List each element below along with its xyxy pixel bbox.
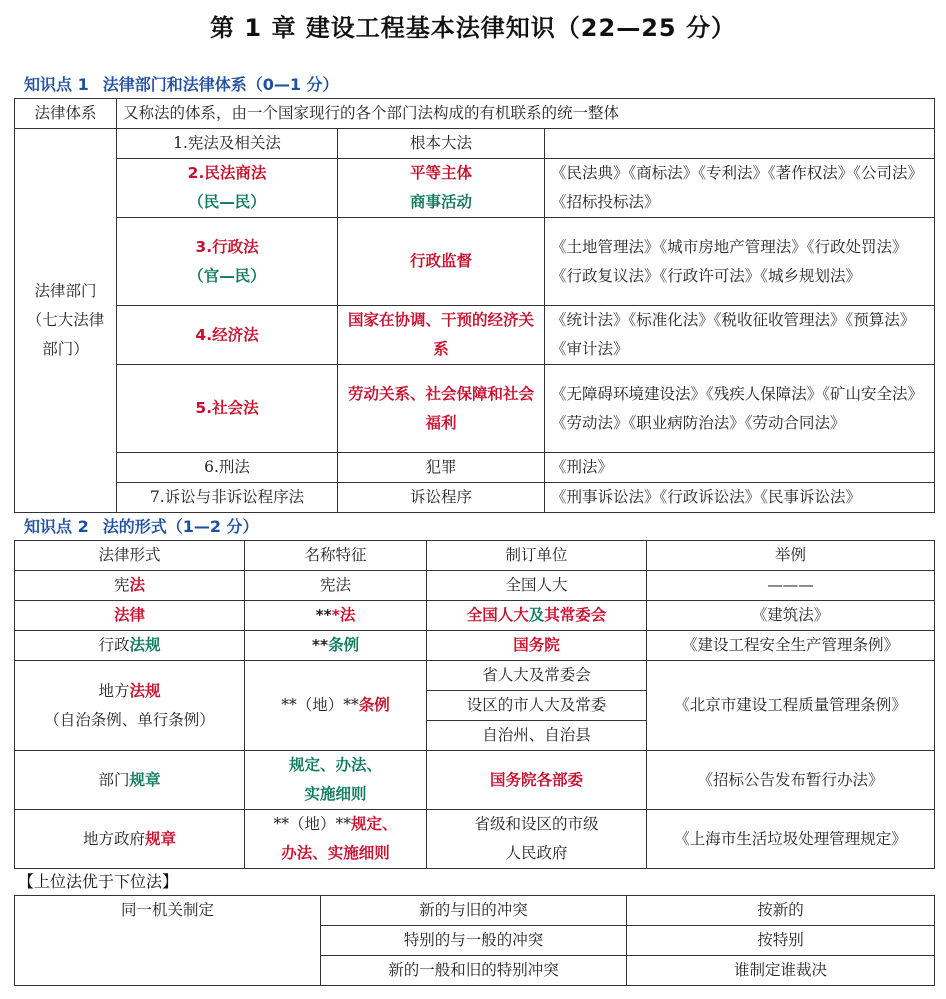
cell-feature: 劳动关系、社会保障和社会福利	[338, 365, 545, 453]
cell-name	[245, 751, 427, 810]
cell-name: 宪法	[245, 571, 427, 601]
name-stars: **	[311, 636, 329, 654]
cell-unit: 国务院	[427, 631, 647, 661]
cell-examples: 《无障碍环境建设法》《残疾人保障法》《矿山安全法》《劳动法》《职业病防治法》《劳动合同法》	[545, 365, 935, 453]
form-text: 行政	[98, 636, 130, 654]
cell-name: 5.社会法	[117, 365, 338, 453]
cell-form	[15, 571, 245, 601]
feature-sub: 商事活动	[409, 193, 472, 211]
table-row	[15, 159, 935, 218]
table-row	[15, 661, 935, 691]
name-sub: （官—民）	[188, 266, 266, 285]
cell-name: 6.刑法	[117, 453, 338, 483]
cell-rule: 按特别	[627, 926, 935, 956]
table-row	[15, 453, 935, 483]
upper-law-note: 【上位法优于下位法】	[18, 872, 179, 891]
form-text: 部门	[98, 770, 130, 789]
form-text: 地方	[98, 681, 130, 700]
section-title: 法的形式（1—2 分）	[102, 517, 259, 536]
section-number: 知识点 1	[24, 75, 89, 94]
feature-text: 平等主体	[409, 164, 472, 182]
name-line-b: 办法、实施细则	[281, 844, 390, 862]
unit-c: 其	[544, 606, 560, 624]
cell-example: 《建筑法》	[647, 601, 935, 631]
cell-example: 《招标公告发布暂行办法》	[647, 751, 935, 810]
unit-d: 常委会	[559, 606, 607, 624]
name-highlight: 条例	[358, 696, 390, 714]
name-text: 2.民法商法	[187, 164, 267, 182]
form-highlight: 规章	[129, 770, 161, 789]
cell-label: 法律体系	[15, 99, 117, 129]
name-stars: **（地）**	[273, 815, 351, 833]
table-row	[15, 129, 935, 159]
cell-name: 7.诉讼与非诉讼程序法	[117, 483, 338, 513]
table-row	[15, 751, 935, 810]
cell-examples: 《刑法》	[545, 453, 935, 483]
cell-examples	[545, 129, 935, 159]
table-header-row	[15, 541, 935, 571]
cell-unit	[427, 810, 647, 869]
section-heading-k2	[24, 514, 259, 537]
cell-dept-label	[15, 129, 117, 513]
cell-unit	[427, 601, 647, 631]
form-highlight: 法规	[129, 681, 161, 700]
cell-name	[245, 601, 427, 631]
name-line-b: 实施细则	[304, 785, 367, 803]
form-text: 地方政府	[82, 829, 145, 848]
law-department-table	[14, 98, 935, 513]
cell-unit: 设区的市人大及常委	[427, 691, 647, 721]
unit-b: 及	[528, 606, 545, 624]
page-title: 第 1 章 建设工程基本法律知识（22—25 分）	[210, 14, 736, 42]
header-name: 名称特征	[245, 541, 427, 571]
table-row	[15, 601, 935, 631]
name-text: 3.行政法	[195, 237, 259, 256]
cell-unit: 全国人大	[427, 571, 647, 601]
table-row	[15, 218, 935, 306]
name-line-a	[251, 810, 420, 839]
header-unit: 制订单位	[427, 541, 647, 571]
name-stars: **（地）**	[281, 696, 359, 714]
conflict-rule-table	[14, 895, 935, 986]
cell-conflict: 新的与旧的冲突	[321, 896, 627, 926]
cell-feature: 犯罪	[338, 453, 545, 483]
name-highlight: *法	[331, 606, 356, 624]
cell-unit: 自治州、自治县	[427, 721, 647, 751]
cell-feature	[338, 159, 545, 218]
unit-line-a: 省级和设区的市级	[474, 815, 599, 833]
cell-form	[15, 751, 245, 810]
cell-examples: 《民法典》《商标法》《专利法》《著作权法》《公司法》《招标投标法》	[545, 159, 935, 218]
form-line	[21, 677, 238, 706]
cell-examples: 《统计法》《标准化法》《税收征收管理法》《预算法》《审计法》	[545, 306, 935, 365]
name-stars: **	[315, 606, 332, 624]
cell-name	[245, 661, 427, 751]
cell-unit: 国务院各部委	[427, 751, 647, 810]
cell-name	[117, 218, 338, 306]
cell-example: 《建设工程安全生产管理条例》	[647, 631, 935, 661]
cell-feature: 诉讼程序	[338, 483, 545, 513]
cell-form	[15, 631, 245, 661]
cell-example: 《北京市建设工程质量管理条例》	[647, 661, 935, 751]
table-row	[15, 896, 935, 926]
table-row	[15, 631, 935, 661]
form-sub: （自治条例、单行条例）	[44, 710, 215, 729]
form-highlight: 法规	[129, 636, 161, 654]
header-example: 举例	[647, 541, 935, 571]
cell-example: ———	[647, 571, 935, 601]
cell-feature: 根本大法	[338, 129, 545, 159]
name-sub: （民—民）	[188, 193, 266, 211]
unit-line-b: 人民政府	[505, 844, 568, 862]
cell-conflict: 新的一般和旧的特别冲突	[321, 956, 627, 986]
name-highlight: 条例	[328, 636, 360, 654]
cell-form	[15, 810, 245, 869]
cell-name	[245, 810, 427, 869]
form-highlight: 法	[129, 576, 146, 594]
form-highlight: 规章	[145, 829, 177, 848]
cell-example: 《上海市生活垃圾处理管理规定》	[647, 810, 935, 869]
table-row	[15, 483, 935, 513]
unit-a: 全国人大	[466, 606, 529, 624]
table-row	[15, 571, 935, 601]
cell-name	[245, 631, 427, 661]
cell-same-organ: 同一机关制定	[15, 896, 321, 986]
table-row	[15, 99, 935, 129]
cell-feature: 行政监督	[338, 218, 545, 306]
cell-rule: 谁制定谁裁决	[627, 956, 935, 986]
cell-feature: 国家在协调、干预的经济关系	[338, 306, 545, 365]
cell-name	[117, 159, 338, 218]
cell-form	[15, 661, 245, 751]
cell-definition: 又称法的体系，由一个国家现行的各个部门法构成的有机联系的统一整体	[117, 99, 935, 129]
section-title: 法律部门和法律体系（0—1 分）	[102, 75, 339, 94]
section-heading-k1	[24, 72, 339, 95]
table-row	[15, 810, 935, 869]
cell-name: 4.经济法	[117, 306, 338, 365]
cell-name: 1.宪法及相关法	[117, 129, 338, 159]
cell-examples: 《土地管理法》《城市房地产管理法》《行政处罚法》《行政复议法》《行政许可法》《城乡规划法》	[545, 218, 935, 306]
cell-examples: 《刑事诉讼法》《行政诉讼法》《民事诉讼法》	[545, 483, 935, 513]
header-form: 法律形式	[15, 541, 245, 571]
cell-form: 法律	[15, 601, 245, 631]
section-number: 知识点 2	[24, 517, 89, 536]
cell-unit: 省人大及常委会	[427, 661, 647, 691]
name-highlight: 规定、	[351, 815, 398, 833]
form-text: 宪	[113, 576, 130, 594]
table-row	[15, 365, 935, 453]
cell-rule: 按新的	[627, 896, 935, 926]
cell-conflict: 特别的与一般的冲突	[321, 926, 627, 956]
dept-label-text: 法律部门（七大法律部门）	[26, 282, 105, 358]
name-line-a: 规定、办法、	[288, 756, 382, 774]
table-row	[15, 306, 935, 365]
law-form-table	[14, 540, 935, 869]
